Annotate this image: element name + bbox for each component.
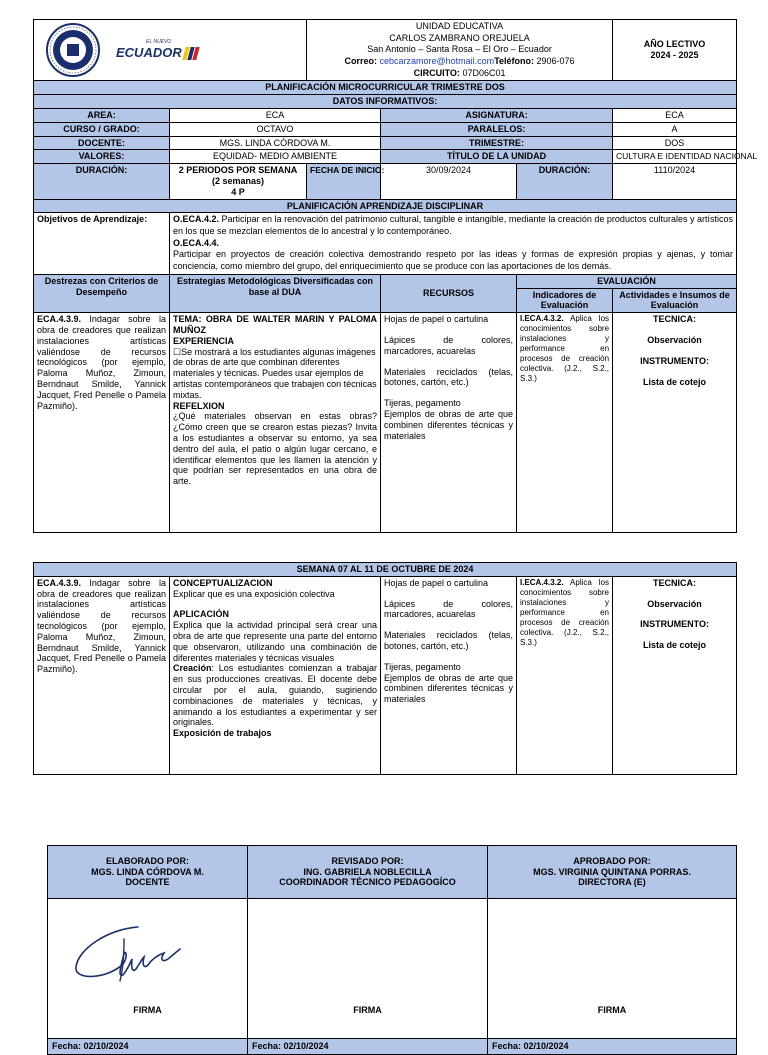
- ecuador-logo: [116, 39, 198, 61]
- signature-role-1: DOCENTE: [125, 877, 170, 888]
- signature-header-3: [488, 846, 737, 899]
- duracion2-value: 1110/2024: [613, 164, 737, 199]
- destreza-text-2: Indagar sobre la obra de creadores que realizan instalaciones artísticas valiéndose de recursos tecnológicos (por ejemplo, Paloma Muñoz, Zimoun, Berndnaut Smilde, Yannick Jacquet, Fred Penelle o Pamela Pazmiño).: [37, 577, 166, 675]
- firma-label-2: FIRMA: [353, 1005, 382, 1016]
- recurso-1: Hojas de papel o cartulina: [384, 314, 489, 325]
- col-actividades: Actividades e Insumos de Evaluación: [613, 288, 737, 313]
- firma-label-3: FIRMA: [597, 1005, 627, 1016]
- duracion-line1: 2 PERIODOS POR SEMANA: [178, 165, 298, 176]
- recurso-5: Ejemplos de obras de arte que combinen diferentes técnicas y materiales: [384, 409, 514, 441]
- signature-name-2: ING. GABRIELA NOBLECILLA: [303, 866, 432, 877]
- signature-title-1: ELABORADO POR:: [106, 855, 189, 866]
- logo-small-text: EL NUEVO: [146, 39, 172, 46]
- signature-role-3: DIRECTORA (E): [578, 877, 646, 888]
- reflexion-text: ¿Qué materiales observan en estas obras? ¿Cómo creen que se crearon estas piezas? Invita a los estudiantes a observar su entorno, ya sea dentro del aula, el patio o algún lugar cercano, e identificar elementos que les llamen la atención y que podrían ser representados en una obra de arte.: [173, 411, 378, 487]
- info-title: DATOS INFORMATIVOS:: [34, 95, 737, 109]
- objetivo1-code: O.ECA.4.2.: [173, 214, 220, 225]
- curso-label: CURSO / GRADO:: [34, 122, 170, 136]
- recurso-2-4: Tijeras, pegamento: [384, 661, 461, 672]
- phone-value: 2906-076: [536, 56, 575, 67]
- instrumento-label: INSTRUMENTO:: [640, 355, 709, 366]
- signature-header-2: [248, 846, 488, 899]
- col-estrategias: Estrategias Metodológicas Diversificadas con base al DUA: [170, 274, 381, 312]
- duracion-line3: 4 P: [231, 186, 245, 197]
- area-label: AREA:: [34, 109, 170, 123]
- trimestre-label: TRIMESTRE:: [381, 136, 613, 150]
- concept-label: CONCEPTUALIZACION: [173, 577, 273, 588]
- curso-value: OCTAVO: [170, 122, 381, 136]
- col-destrezas: Destrezas con Criterios de Desempeño: [34, 274, 170, 312]
- tecnica-label-2: TECNICA:: [653, 577, 697, 588]
- instrumento-value: Lista de cotejo: [643, 376, 707, 387]
- logo-text: ECUADOR: [116, 45, 182, 61]
- week2-table: [33, 562, 737, 775]
- indicador-cell: [517, 313, 613, 533]
- institution-info: [307, 20, 613, 81]
- recurso-2-3: Materiales reciclados (telas, botones, cartón, etc.): [384, 630, 513, 651]
- fecha-inicio-label: FECHA DE INICIO:: [307, 164, 381, 199]
- recurso-2-5: Ejemplos de obras de arte que combinen diferentes técnicas y materiales: [384, 672, 513, 705]
- valores-value: EQUIDAD- MEDIO AMBIENTE: [170, 150, 381, 164]
- aplicacion-label: APLICACIÓN: [173, 609, 229, 620]
- phone-label: Teléfono:: [494, 56, 535, 67]
- signature-box-1: [48, 899, 248, 1039]
- duracion2-label: DURACIÓN:: [517, 164, 613, 199]
- indicador-code: I.ECA.4.3.2.: [520, 314, 564, 324]
- signature-title-3: APROBADO POR:: [573, 855, 651, 866]
- fecha-inicio-value: 30/09/2024: [381, 164, 517, 199]
- fecha-3: Fecha: 02/10/2024: [488, 1039, 737, 1055]
- signatures-table: [47, 845, 737, 1055]
- email-label: Correo:: [344, 56, 377, 67]
- instrumento-value-2: Lista de cotejo: [643, 640, 707, 651]
- circuit-label: CIRCUITO:: [413, 67, 460, 78]
- aprendizaje-title: PLANIFICACIÓN APRENDIZAJE DISCIPLINAR: [34, 199, 737, 213]
- signature-name-3: MGS. VIRGINIA QUINTANA PORRAS.: [533, 866, 691, 877]
- signature-name-1: MGS. LINDA CÓRDOVA M.: [91, 866, 204, 877]
- indicador-code-2: I.ECA.4.3.2.: [520, 577, 564, 587]
- recursos-cell: [381, 313, 517, 533]
- creacion-text: : Los estudiantes comienzan a trabajar en sus producciones creativas. El docente debe circular por el aula, guiando, sugiriendo combinaciones de materiales y técnicas, y animando a los estudiantes a experimentar y ser originales.: [173, 663, 377, 728]
- firma-label-1: FIRMA: [133, 1005, 162, 1016]
- fecha-2: Fecha: 02/10/2024: [248, 1039, 488, 1055]
- recurso-2: Lápices de colores, marcadores, acuarelas: [384, 335, 514, 356]
- signature-box-2: [248, 899, 488, 1039]
- signature-role-2: COORDINADOR TÉCNICO PEDAGOGÍCO: [279, 877, 456, 888]
- plan-title: PLANIFICACIÓN MICROCURRICULAR TRIMESTRE DOS: [34, 81, 737, 95]
- estrategias-cell-2: [170, 576, 381, 774]
- institution-name: CARLOS ZAMBRANO OREJUELA: [389, 32, 530, 43]
- recurso-2-2: Lápices de colores, marcadores, acuarelas: [384, 598, 513, 620]
- duracion-line2: (2 semanas): [211, 176, 265, 187]
- actividades-cell: [613, 313, 737, 533]
- asignatura-value: ECA: [613, 109, 737, 123]
- indicador-cell-2: [517, 576, 613, 774]
- reflexion-label: REFELXION: [173, 400, 225, 411]
- recursos-cell-2: [381, 576, 517, 774]
- paralelos-label: PARALELOS:: [381, 122, 613, 136]
- trimestre-value: DOS: [613, 136, 737, 150]
- tecnica-value: Observación: [647, 335, 702, 346]
- col-evaluacion: EVALUACIÓN: [517, 274, 737, 288]
- handwritten-signature-icon: [68, 919, 188, 989]
- estrategias-cell: [170, 313, 381, 533]
- institution-line1: UNIDAD EDUCATIVA: [415, 21, 504, 31]
- signature-box-3: [488, 899, 737, 1039]
- tecnica-value-2: Observación: [647, 598, 702, 609]
- aplicacion-text: Explica que la actividad principal será crear una obra de arte que represente una parte del entorno que observaron, utilizando una combinación de diferentes materiales y técnicas visuales: [173, 620, 377, 663]
- instrumento-label-2: INSTRUMENTO:: [640, 619, 709, 630]
- week2-title: SEMANA 07 AL 11 DE OCTUBRE DE 2024: [34, 563, 737, 577]
- school-seal-icon: [46, 23, 100, 77]
- actividades-cell-2: [613, 576, 737, 774]
- indicador-text: Aplica los conocimientos sobre instalaciones y performance en procesos de creación colectiva. (J.2., S.2., S.3.): [520, 314, 610, 384]
- valores-label: VALORES:: [34, 150, 170, 164]
- recurso-3: Materiales reciclados (telas, botones, cartón, etc.): [384, 366, 514, 388]
- destreza-cell: [34, 313, 170, 533]
- objetivos-content: [170, 213, 737, 274]
- titulo-unidad-label: TÍTULO DE LA UNIDAD: [381, 150, 613, 164]
- duracion-value: [170, 164, 307, 199]
- objetivos-label: Objetivos de Aprendizaje:: [34, 213, 170, 274]
- planning-table: [33, 19, 758, 533]
- docente-label: DOCENTE:: [34, 136, 170, 150]
- experiencia-text: ☐Se mostrará a los estudiantes algunas imágenes de obras de arte que combinan diferentes materiales y técnicas. Puedes usar ejemplos de artistas contemporáneos que trabajen con técnicas mixtas.: [173, 346, 377, 400]
- asignatura-label: ASIGNATURA:: [381, 109, 613, 123]
- logo-cell: [34, 20, 307, 81]
- signature-title-2: REVISADO POR:: [331, 855, 404, 866]
- year-value: 2024 - 2025: [650, 50, 699, 61]
- destreza-text: Indagar sobre la obra de creadores que realizan instalaciones artísticas valiéndose de recursos tecnológicos (por ejemplo, Paloma Muñoz, Zimoun, Berndnaut Smilde, Yannick Jacquet, Fred Penelle o Pamela Pazmiño).: [37, 314, 166, 411]
- docente-value: MGS. LINDA CÓRDOVA M.: [170, 136, 381, 150]
- tema-title: TEMA: OBRA DE WALTER MARIN Y PALOMA MUÑOZ: [173, 314, 378, 336]
- indicador-text-2: Aplica los conocimientos sobre instalaciones y performance en procesos de creación colectiva. (J.2., S.2., S.3.): [520, 577, 609, 647]
- duracion-label: DURACIÓN:: [34, 164, 170, 199]
- creacion-label: Creación: [173, 663, 212, 674]
- tecnica-label: TECNICA:: [653, 314, 697, 325]
- paralelos-value: A: [613, 122, 737, 136]
- circuit-value: 07D06C01: [462, 67, 506, 78]
- school-year: [613, 20, 737, 81]
- destreza-code-2: ECA.4.3.9.: [37, 577, 82, 588]
- signature-header-1: [48, 846, 248, 899]
- recurso-2-1: Hojas de papel o cartulina: [384, 577, 489, 588]
- concept-text: Explicar que es una exposición colectiva: [173, 588, 335, 599]
- year-label: AÑO LECTIVO: [643, 39, 706, 50]
- email-link[interactable]: cebcarzamore@hotmail.com: [379, 56, 495, 67]
- col-recursos: RECURSOS: [381, 274, 517, 312]
- fecha-1: Fecha: 02/10/2024: [48, 1039, 248, 1055]
- destreza-cell-2: [34, 576, 170, 774]
- area-value: ECA: [170, 109, 381, 123]
- objetivo2-code: O.ECA.4.4.: [173, 237, 220, 248]
- exposicion-label: Exposición de trabajos: [173, 728, 272, 739]
- destreza-code: ECA.4.3.9.: [37, 314, 82, 325]
- institution-address: San Antonio – Santa Rosa – El Oro – Ecuador: [367, 44, 552, 55]
- objetivo2-text: Participar en proyectos de creación colectiva demostrando respeto por las ideas y formas de expresión propias y ajenas, y tomar conciencia, como miembro del grupo, del enriquecimiento que se produce con las aportaciones de los demás.: [173, 249, 734, 272]
- recurso-4: Tijeras, pegamento: [384, 398, 461, 409]
- col-indicadores: Indicadores de Evaluación: [517, 288, 613, 313]
- titulo-unidad-value: CULTURA E IDENTIDAD NACIONAL: [613, 150, 737, 164]
- experiencia-label: EXPERIENCIA: [173, 335, 235, 346]
- objetivo1-text: Participar en la renovación del patrimonio cultural, tangible e intangible, mediante la creación de productos culturales y artísticos en los que se mezclan elementos de lo ancestral y lo contemporáneo.: [173, 214, 734, 237]
